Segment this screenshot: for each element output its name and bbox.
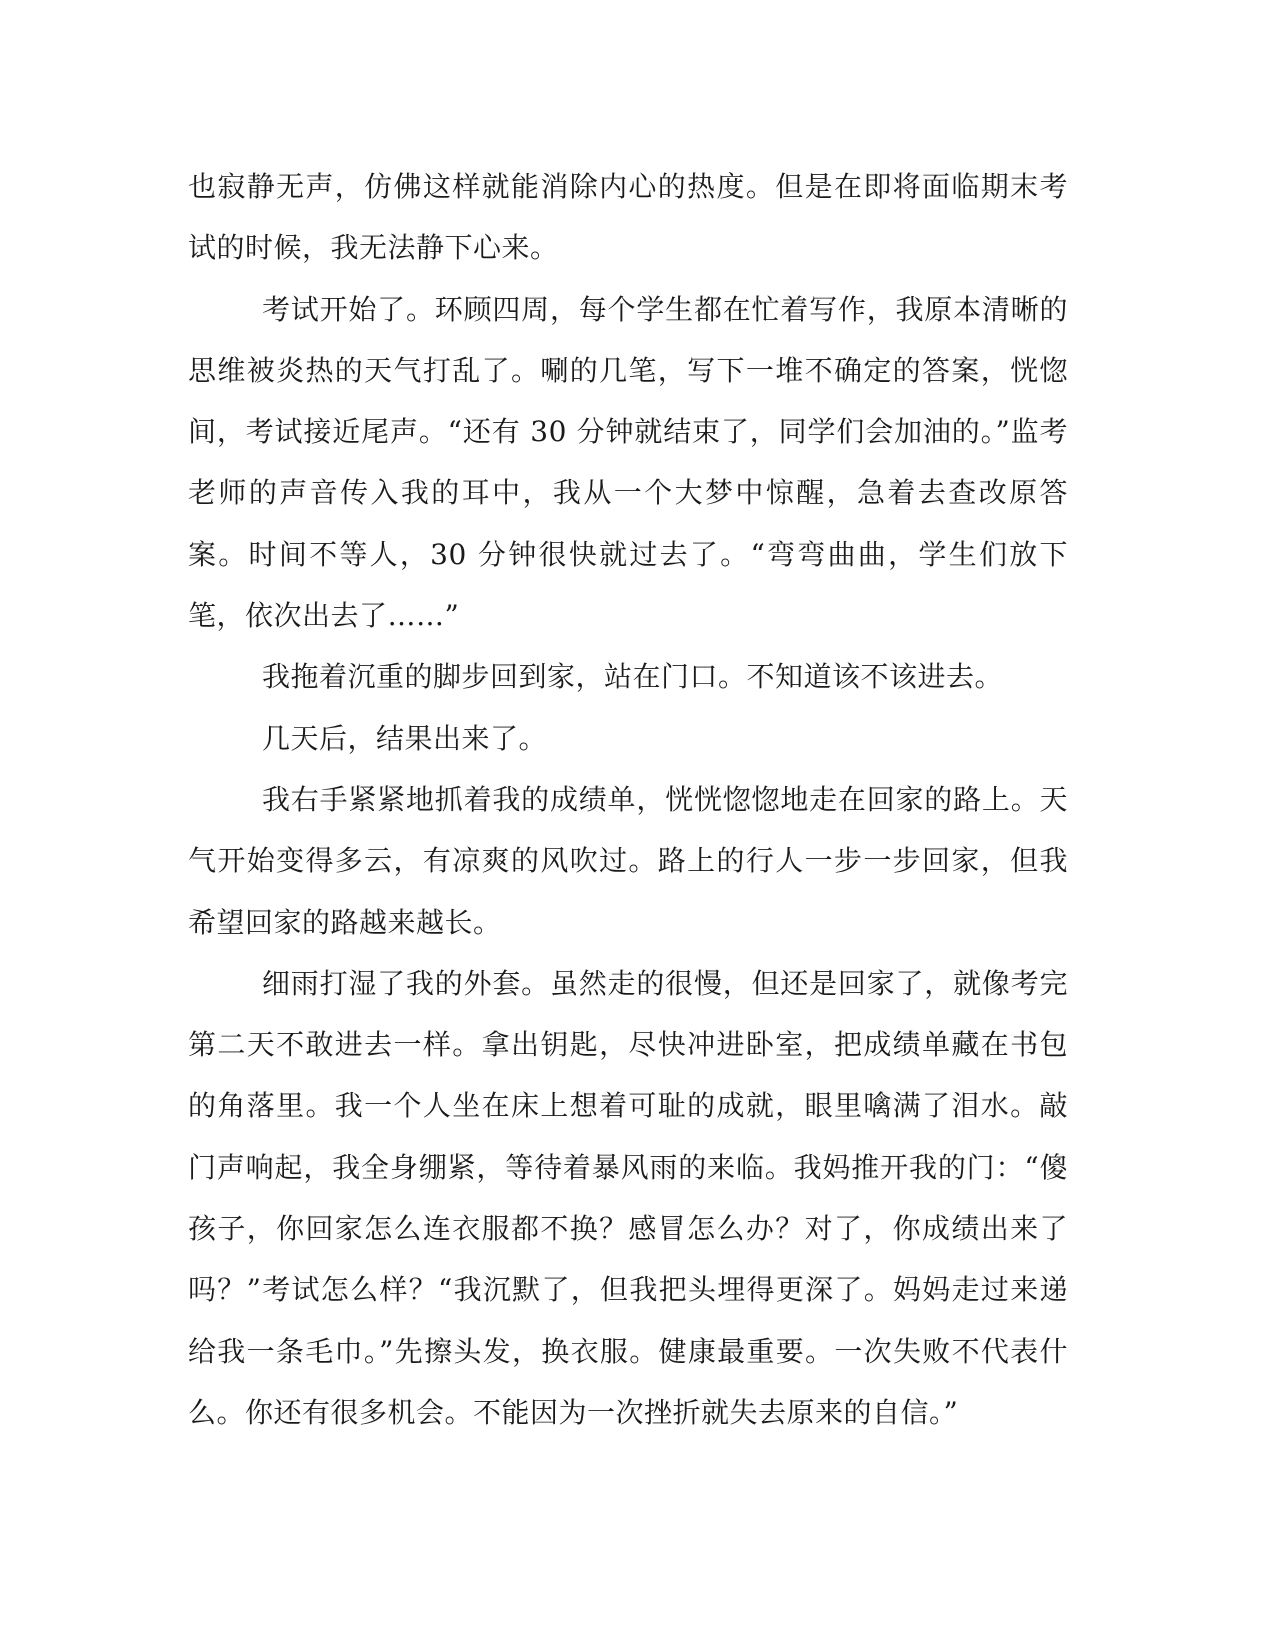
paragraph-walk-home: 我右手紧紧地抓着我的成绩单，恍恍惚惚地走在回家的路上。天气开始变得多云，有凉爽的风吹过。路上的行人一步一步回家，但我希望回家的路越来越长。 [188,782,1068,939]
paragraph-exam-start: 考试开始了。环顾四周，每个学生都在忙着写作，我原本清晰的思维被炎热的天气打乱了。唰的几笔，写下一堆不确定的答案，恍惚间，考试接近尾声。“还有 30 分钟就结束了，同学们会加油的。”监考老师的声音传入我的耳中，我从一个大梦中惊醒，急着去查改原答案。时间不等人，30 分钟很快就过去了。“弯弯曲曲，学生们放下笔，依次出去了……” [188,292,1068,633]
paragraph-rain-mother: 细雨打湿了我的外套。虽然走的很慢，但还是回家了，就像考完第二天不敢进去一样。拿出钥匙，尽快冲进卧室，把成绩单藏在书包的角落里。我一个人坐在床上想着可耻的成就，眼里噙满了泪水。敲门声响起，我全身绷紧，等待着暴风雨的来临。我妈推开我的门：“傻孩子，你回家怎么连衣服都不换？感冒怎么办？对了，你成绩出来了吗？”考试怎么样？“我沉默了，但我把头埋得更深了。妈妈走过来递给我一条毛巾。”先擦头发，换衣服。健康最重要。一次失败不代表什么。你还有很多机会。不能因为一次挫折就失去原来的自信。” [188,966,1068,1429]
paragraph-return-home: 我拖着沉重的脚步回到家，站在门口。不知道该不该进去。 [262,660,1004,694]
paragraph-results-out: 几天后，结果出来了。 [262,721,548,755]
article-body [188,156,1068,1443]
paragraph-continuation: 也寂静无声，仿佛这样就能消除内心的热度。但是在即将面临期末考试的时候，我无法静下心来。 [188,170,1068,265]
